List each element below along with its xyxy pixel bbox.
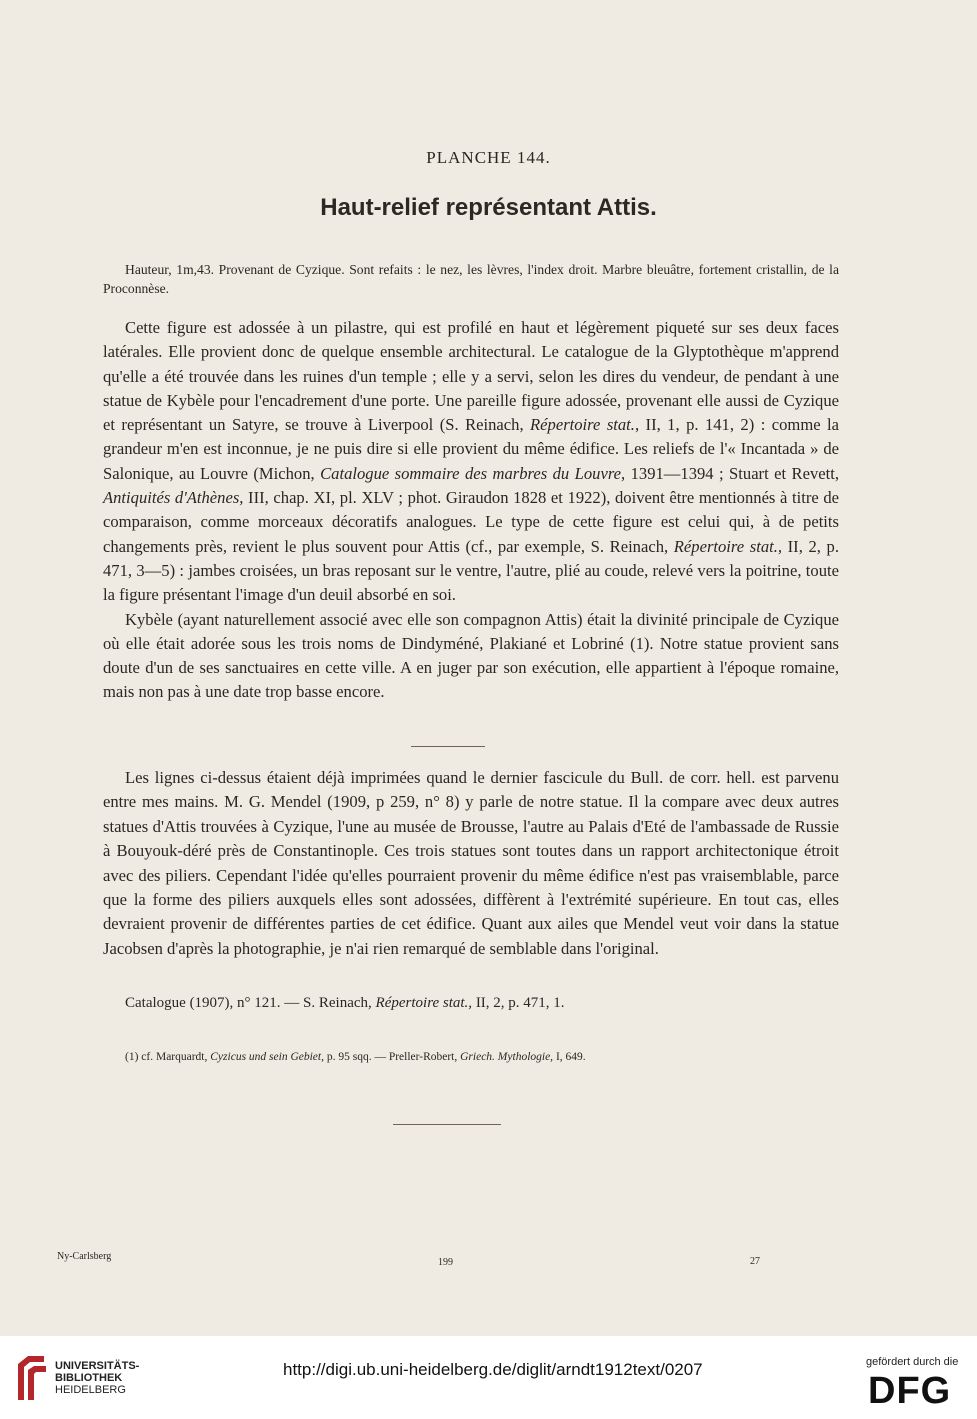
university-library-logo-icon — [14, 1354, 50, 1402]
plate-number: PLANCHE 144. — [426, 148, 551, 167]
permalink-url[interactable]: http://digi.ub.uni-heidelberg.de/diglit/arndt1912text/0207 — [283, 1360, 703, 1379]
paragraph-1: Cette figure est adossée à un pilastre, qui est profilé en haut et légèrement piqueté sur ses deux faces latérales. Elle provient donc de quelque ensemble architectural. Le catalogue de la Glyptothèque m'apprend qu'elle a été trouvée dans les ruines d'un temple ; elle y a servi, selon les dires du vendeur, de pendant à une statue de Kybèle pour l'encadrement d'une porte. Une pareille figure adossée, provenant elle aussi de Cyzique et représentant un Satyre, se trouve à Liverpool (S. Reinach, Répertoire stat., II, 1, p. 141, 2) : comme la grandeur m'en est inconnue, je ne puis dire si elle provient du même édifice. Les reliefs de l'« Incantada » de Salonique, au Louvre (Michon, Catalogue sommaire des marbres du Louvre, 1391—1394 ; Stuart et Revett, Antiquités d'Athènes, III, chap. XI, pl. XLV ; phot. Giraudon 1828 et 1922), doivent être mentionnés à titre de comparaison, comme morceaux décoratifs analogues. Le type de cette figure est celui qui, à de petits changements près, revient le plus souvent pour Attis (cf., par exemple, S. Reinach, Répertoire stat., II, 2, p. 471, 3—5) : jambes croisées, un bras reposant sur le ventre, l'autre, plié au coude, relevé vers la poitrine, toute la figure présentant l'image d'un deuil absorbé en soi. — [103, 318, 840, 605]
paragraph-3: Les lignes ci-dessus étaient déjà imprimées quand le dernier fascicule du Bull. de corr. hell. est parvenu entre mes mains. M. G. Mendel (1909, p 259, n° 8) y parle de notre statue. Il la compare avec deux autres statues d'Attis trouvées à Cyzique, l'une au musée de Brousse, l'autre au Palais d'Eté de l'ambassade de Russie à Bouyouk-déré près de Constantinople. Ces trois statues sont toutes dans un rapport architectonique étroit avec des piliers. Cependant l'idée qu'elles pourraient provenir du même édifice n'est pas vraisemblable, parce que la forme des piliers auxquels elles sont adossées, diffèrent à l'extrémité supérieure. En tout cas, elles devraient provenir de différentes parties de cet édifice. Quant aux ailes que Mendel veut voir dans la statue Jacobsen d'après la photographie, je n'ai rien remarqué de semblable dans l'original. — [103, 768, 839, 958]
page-title: Haut-relief représentant Attis. — [320, 194, 657, 221]
paragraph-2: Kybèle (ayant naturellement associé avec elle son compagnon Attis) était la divinité principale de Cyzique où elle était adorée sous les trois noms de Dindyméné, Plakiané et Lobriné (1). Notre statue provient sans doute d'un de ses sanctuaires en cette ville. A en juger par son exécution, elle appartient à l'époque romaine, mais non pas à une date trop basse encore. — [103, 609, 839, 702]
object-description: Hauteur, 1m,43. Provenant de Cyzique. Sont refaits : le nez, les lèvres, l'index droit. Marbre bleuâtre, fortement cristallin, de la Proconnèse. — [103, 262, 839, 296]
main-text — [103, 316, 839, 705]
section-divider — [411, 746, 485, 747]
footer-divider — [393, 1124, 501, 1125]
funding-caption: gefördert durch die — [866, 1356, 959, 1368]
page-number: 199 — [438, 1257, 453, 1268]
dfg-logo: DFG — [868, 1370, 952, 1412]
sheet-number: 27 — [750, 1256, 760, 1267]
footnote: (1) cf. Marquardt, Cyzicus und sein Gebiet, p. 95 sqq. — Preller-Robert, Griech. Mythologie, I, 649. — [125, 1051, 586, 1063]
catalogue-reference: Catalogue (1907), n° 121. — S. Reinach, Répertoire stat., II, 2, p. 471, 1. — [125, 995, 565, 1011]
library-name: UNIVERSITÄTS- BIBLIOTHEK HEIDELBERG — [55, 1360, 140, 1396]
addendum-text — [103, 766, 839, 961]
collection-name: Ny-Carlsberg — [57, 1251, 112, 1262]
